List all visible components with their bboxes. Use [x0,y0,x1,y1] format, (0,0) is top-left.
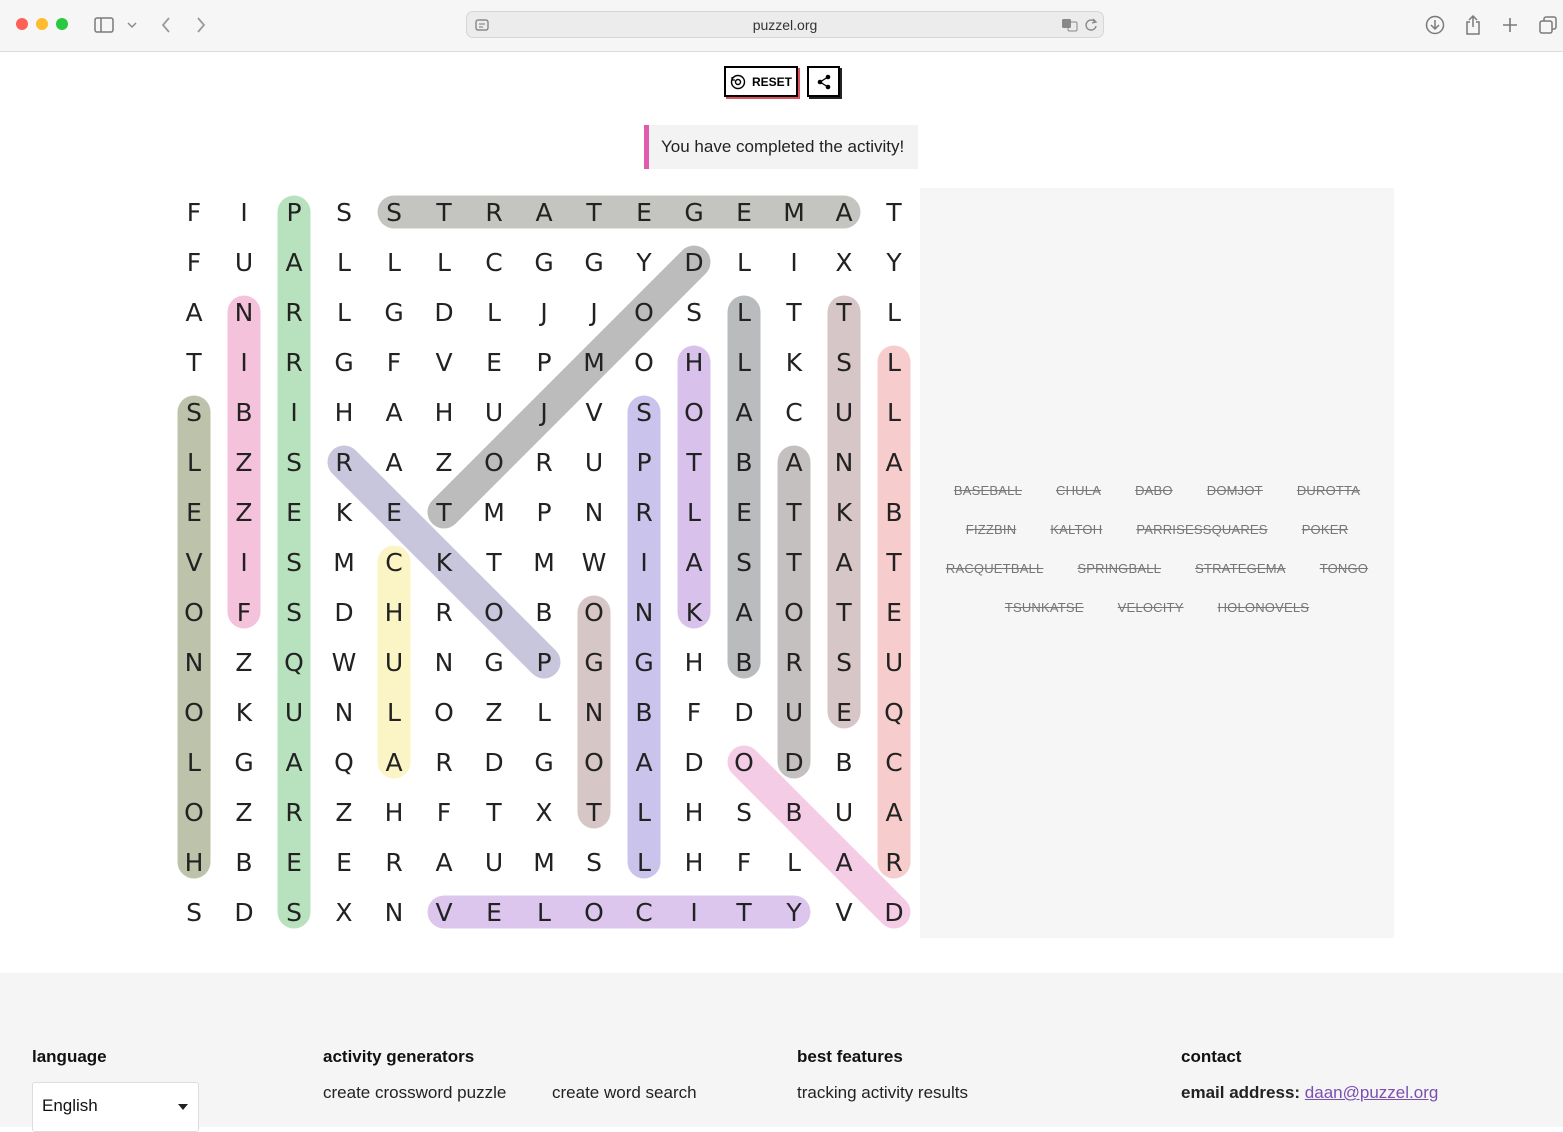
grid-letter[interactable]: S [736,548,752,577]
grid-letter[interactable]: N [234,298,254,327]
word-bank-item: POKER [1301,522,1349,537]
grid-letter[interactable]: T [436,498,452,527]
grid-letter[interactable]: Q [284,648,304,677]
grid-letter[interactable]: M [333,548,355,577]
grid-letter[interactable]: S [286,898,302,927]
grid-letter[interactable]: I [240,348,248,377]
tab-overview-icon[interactable] [1537,12,1559,38]
word-bank-item: BASEBALL [953,483,1022,498]
language-select[interactable] [32,1082,199,1132]
grid-letter[interactable]: Z [235,648,253,677]
grid-letter[interactable]: G [384,298,404,327]
grid-letter[interactable]: G [234,748,254,777]
grid-letter[interactable]: S [286,598,302,627]
grid-letter[interactable]: R [885,848,903,877]
word-bank-item: DABO [1135,483,1173,498]
grid-letter[interactable]: H [184,848,204,877]
grid-letter[interactable]: O [184,698,204,727]
grid-letter[interactable]: B [735,448,753,477]
grid-letter[interactable]: A [885,798,903,827]
grid-letter[interactable]: O [584,898,604,927]
grid-letter[interactable]: F [236,598,252,627]
grid-letter[interactable]: G [334,348,354,377]
grid-letter[interactable]: C [885,748,903,777]
grid-letter[interactable]: N [434,648,454,677]
grid-letter[interactable]: F [186,248,202,277]
grid-letter[interactable]: E [486,348,502,377]
grid-letter[interactable]: S [586,848,602,877]
grid-letter[interactable]: A [635,748,653,777]
grid-letter[interactable]: N [584,698,604,727]
grid-letter[interactable]: G [534,248,554,277]
grid-letter[interactable]: Z [235,448,253,477]
grid-letter[interactable]: S [286,448,302,477]
grid-letter[interactable]: U [384,648,404,677]
grid-letter[interactable]: G [484,648,504,677]
word-search-svg[interactable] [169,187,919,937]
grid-letter[interactable]: L [687,498,701,527]
grid-letter[interactable]: O [184,798,204,827]
grid-letter[interactable]: T [886,548,902,577]
grid-letter[interactable]: I [290,398,298,427]
create-word-search-link[interactable]: create word search [552,1083,697,1102]
grid-letter[interactable]: E [286,848,302,877]
grid-letter[interactable]: D [734,698,754,727]
grid-letter[interactable]: O [584,748,604,777]
grid-letter[interactable]: A [835,198,853,227]
grid-letter[interactable]: A [185,298,203,327]
grid-letter[interactable]: A [835,548,853,577]
grid-letter[interactable]: G [584,248,604,277]
grid-letter[interactable]: J [540,298,548,327]
grid-letter[interactable]: R [635,498,653,527]
language-selected: English [42,1096,98,1115]
grid-letter[interactable]: K [335,498,353,527]
grid-letter[interactable]: U [884,648,904,677]
grid-letter[interactable]: A [385,398,403,427]
language-heading: language [32,1047,107,1066]
grid-letter[interactable]: O [734,748,754,777]
grid-letter[interactable]: M [583,348,605,377]
grid-letter[interactable]: K [235,698,253,727]
grid-letter[interactable]: T [486,798,502,827]
grid-letter[interactable]: Z [235,498,253,527]
word-bank-item: TONGO [1319,561,1369,576]
word-bank-item: DUROTTA [1296,483,1361,498]
translate-icon[interactable] [1061,18,1079,32]
grid-letter[interactable]: V [435,898,453,927]
grid-letter[interactable]: U [834,398,854,427]
grid-letter[interactable]: N [834,448,854,477]
grid-letter[interactable]: P [286,198,302,227]
back-icon[interactable] [157,12,175,38]
grid-letter[interactable]: D [884,898,904,927]
grid-letter[interactable]: A [285,248,303,277]
grid-letter[interactable]: S [286,548,302,577]
share-button[interactable] [807,66,840,97]
grid-letter[interactable]: O [634,348,654,377]
word-bank-item: CHULA [1056,483,1102,498]
grid-letter[interactable]: Z [435,448,453,477]
grid-letter[interactable]: D [784,748,804,777]
word-bank-item: HOLONOVELS [1217,600,1310,615]
grid-letter[interactable]: E [836,698,852,727]
completion-message-text: You have completed the activity! [661,137,905,156]
word-bank-item: FIZZBIN [965,522,1017,537]
sidebar-toggle-icon[interactable] [93,12,115,38]
grid-letter[interactable]: A [885,448,903,477]
grid-letter[interactable]: L [737,348,751,377]
grid-letter[interactable]: U [784,698,804,727]
grid-letter[interactable]: D [684,748,704,777]
word-bank [920,188,1394,938]
grid-letter[interactable]: S [636,398,652,427]
grid-letter[interactable]: T [586,798,602,827]
share-nodes-icon [816,74,832,90]
grid-letter[interactable]: B [535,598,553,627]
grid-letter[interactable]: L [487,298,501,327]
grid-letter[interactable]: S [836,348,852,377]
grid-letter[interactable]: R [335,448,353,477]
grid-letter[interactable]: A [385,448,403,477]
grid-letter[interactable]: T [786,298,802,327]
grid-letter[interactable]: H [384,598,404,627]
grid-letter[interactable]: F [686,698,702,727]
grid-letter[interactable]: F [386,348,402,377]
grid-letter[interactable]: H [684,848,704,877]
grid-letter[interactable]: L [737,298,751,327]
grid-letter[interactable]: R [485,198,503,227]
grid-letter[interactable]: C [635,898,653,927]
contact-email-row [1181,1083,1438,1103]
grid-letter[interactable]: T [836,598,852,627]
footer [0,973,1563,1127]
grid-letter[interactable]: L [887,298,901,327]
grid-letter[interactable]: E [186,498,202,527]
grid-letter[interactable]: S [186,398,202,427]
grid-letter[interactable]: O [184,598,204,627]
grid-letter[interactable]: D [334,598,354,627]
word-bank-item: TSUNKATSE [1004,600,1084,615]
grid-letter[interactable]: D [434,298,454,327]
grid-letter[interactable]: U [484,848,504,877]
grid-letter[interactable]: L [337,248,351,277]
grid-letter[interactable]: R [435,748,453,777]
grid-letter[interactable]: N [584,498,604,527]
grid-letter[interactable]: B [235,398,253,427]
grid-letter[interactable]: I [240,548,248,577]
grid-letter[interactable]: O [484,598,504,627]
grid-letter[interactable]: L [887,348,901,377]
grid-letter[interactable]: R [285,348,303,377]
grid-letter[interactable]: T [686,448,702,477]
grid-letter[interactable]: K [435,548,453,577]
word-bank-item: VELOCITY [1117,600,1184,615]
grid-letter[interactable]: Q [884,698,904,727]
grid-letter[interactable]: S [186,898,202,927]
grid-letter[interactable]: U [834,798,854,827]
browser-toolbar [0,0,1563,52]
grid-letter[interactable]: B [885,498,903,527]
grid-letter[interactable]: C [385,548,403,577]
grid-letter[interactable]: I [640,548,648,577]
chevron-down-icon[interactable] [125,12,139,38]
reset-icon [730,74,746,90]
grid-letter[interactable]: O [584,598,604,627]
grid-letter[interactable]: R [785,648,803,677]
word-bank-item: STRATEGEMA [1195,561,1286,576]
grid-letter[interactable]: L [537,698,551,727]
grid-letter[interactable]: D [484,748,504,777]
word-search-grid[interactable] [169,187,919,937]
grid-letter[interactable]: C [785,398,803,427]
grid-letter[interactable]: X [835,248,853,277]
grid-letter[interactable]: G [634,648,654,677]
grid-letter[interactable]: J [590,298,598,327]
share-icon[interactable] [1463,12,1483,38]
grid-letter[interactable]: H [684,648,704,677]
minimize-window-button[interactable] [36,18,48,30]
grid-letter[interactable]: X [535,798,553,827]
grid-letter[interactable]: P [636,448,652,477]
grid-letter[interactable]: A [785,448,803,477]
grid-letter[interactable]: V [585,398,603,427]
grid-letter[interactable]: A [385,748,403,777]
grid-letter[interactable]: V [435,348,453,377]
word-bank-item: DOMJOT [1206,483,1263,498]
word-bank-item: SPRINGBALL [1077,561,1162,576]
address-bar[interactable] [466,11,1104,38]
grid-letter[interactable]: F [436,798,452,827]
email-link[interactable]: daan@puzzel.org [1304,1083,1439,1102]
grid-letter[interactable]: N [634,598,654,627]
grid-letter[interactable]: I [240,198,248,227]
grid-letter[interactable]: G [684,198,704,227]
grid-letter[interactable]: F [736,848,752,877]
grid-letter[interactable]: I [790,248,798,277]
grid-letter[interactable]: Q [334,748,354,777]
grid-letter[interactable]: G [584,648,604,677]
forward-icon[interactable] [192,12,210,38]
grid-letter[interactable]: O [784,598,804,627]
grid-letter[interactable]: L [337,298,351,327]
grid-letter[interactable]: T [836,298,852,327]
best-features-heading: best features [797,1047,903,1066]
grid-letter[interactable]: L [187,448,201,477]
zoom-window-button[interactable] [56,18,68,30]
grid-letter[interactable]: Y [886,248,902,277]
grid-letter[interactable]: P [536,648,552,677]
grid-letter[interactable]: S [736,798,752,827]
grid-letter[interactable]: B [735,648,753,677]
grid-letter[interactable]: A [435,848,453,877]
grid-letter[interactable]: R [385,848,403,877]
grid-letter[interactable]: U [484,398,504,427]
grid-letter[interactable]: E [386,498,402,527]
grid-letter[interactable]: E [486,898,502,927]
grid-letter[interactable]: B [635,698,653,727]
email-label: email address: [1181,1083,1301,1102]
grid-letter[interactable]: A [535,198,553,227]
grid-letter[interactable]: P [536,348,552,377]
grid-letter[interactable]: N [184,648,204,677]
word-bank-item: RACQUETBALL [945,561,1044,576]
grid-letter[interactable]: R [285,298,303,327]
dropdown-arrow-icon [178,1104,188,1110]
grid-letter[interactable]: W [331,648,357,677]
grid-letter[interactable]: E [336,848,352,877]
grid-letter[interactable]: E [636,198,652,227]
grid-letter[interactable]: L [637,798,651,827]
grid-letter[interactable]: T [786,548,802,577]
grid-letter[interactable]: U [234,248,254,277]
grid-letter[interactable]: E [886,598,902,627]
grid-letter[interactable]: J [540,398,548,427]
grid-letter[interactable]: M [483,498,505,527]
grid-letter[interactable]: Z [235,798,253,827]
grid-letter[interactable]: E [736,498,752,527]
grid-letter[interactable]: R [435,598,453,627]
grid-letter[interactable]: T [586,198,602,227]
grid-letter[interactable]: D [234,898,254,927]
reset-label: RESET [751,74,792,89]
grid-letter[interactable]: S [386,198,402,227]
download-icon[interactable] [1424,12,1446,38]
grid-letter[interactable]: B [785,798,803,827]
grid-letter[interactable]: O [484,448,504,477]
grid-letter[interactable]: L [537,898,551,927]
grid-letter[interactable]: Z [335,798,353,827]
grid-letter[interactable]: U [284,698,304,727]
grid-letter[interactable]: H [684,798,704,827]
grid-letter[interactable]: H [684,348,704,377]
grid-letter[interactable]: L [787,848,801,877]
found-word-highlight [744,762,894,912]
grid-letter[interactable]: M [783,198,805,227]
grid-letter[interactable]: R [535,448,553,477]
grid-letter[interactable]: P [536,498,552,527]
grid-letter[interactable]: T [186,348,202,377]
grid-letter[interactable]: Y [786,898,802,927]
grid-letter[interactable]: Y [636,248,652,277]
grid-letter[interactable]: E [736,198,752,227]
tracking-results-link[interactable]: tracking activity results [797,1083,968,1102]
word-bank-item: KALTOH [1050,522,1103,537]
grid-letter[interactable]: K [685,598,703,627]
grid-letter[interactable]: M [533,548,555,577]
grid-letter[interactable]: U [584,448,604,477]
grid-letter[interactable]: B [235,848,253,877]
contact-heading: contact [1181,1047,1242,1066]
reset-button[interactable] [724,66,798,97]
grid-letter[interactable]: A [685,548,703,577]
grid-letter[interactable]: G [534,748,554,777]
grid-letter[interactable]: L [187,748,201,777]
activity-generators-heading: activity generators [323,1047,475,1066]
url-text: puzzel.org [752,17,818,33]
grid-letter[interactable]: O [634,298,654,327]
grid-letter[interactable]: D [684,248,704,277]
grid-letter[interactable]: C [485,248,503,277]
create-crossword-link[interactable]: create crossword puzzle [323,1083,507,1102]
grid-letter[interactable]: E [286,498,302,527]
grid-letter[interactable]: H [334,398,354,427]
grid-letter[interactable]: S [836,648,852,677]
grid-letter[interactable]: Z [485,698,503,727]
grid-letter[interactable]: T [486,548,502,577]
grid-letter[interactable]: R [285,798,303,827]
grid-letter[interactable]: A [835,848,853,877]
grid-letter[interactable]: S [686,298,702,327]
close-window-button[interactable] [16,18,28,30]
completion-message [644,125,918,169]
grid-letter[interactable]: I [690,898,698,927]
grid-letter[interactable]: L [887,398,901,427]
grid-letter[interactable]: H [384,798,404,827]
grid-letter[interactable]: T [886,198,902,227]
grid-letter[interactable]: L [387,248,401,277]
grid-letter[interactable]: L [737,248,751,277]
word-bank-list [920,483,1394,615]
grid-letter[interactable]: K [835,498,853,527]
grid-letter[interactable]: A [735,398,753,427]
grid-letter[interactable]: V [185,548,203,577]
new-tab-icon[interactable] [1500,12,1520,38]
grid-letter[interactable]: N [334,698,354,727]
grid-letter[interactable]: T [786,498,802,527]
grid-letter[interactable]: X [335,898,353,927]
grid-letter[interactable]: B [835,748,853,777]
grid-letter[interactable]: A [285,748,303,777]
grid-letter[interactable]: V [835,898,853,927]
grid-letter[interactable]: T [436,198,452,227]
grid-letter[interactable]: F [186,198,202,227]
grid-letter[interactable]: M [533,848,555,877]
grid-letter[interactable]: O [684,398,704,427]
word-bank-item: PARRISESSQUARES [1136,522,1268,537]
grid-letter[interactable]: W [581,548,607,577]
grid-letter[interactable]: T [736,898,752,927]
grid-letter[interactable]: L [387,698,401,727]
grid-letter[interactable]: A [735,598,753,627]
grid-letter[interactable]: H [434,398,454,427]
reload-icon[interactable] [1084,18,1098,32]
grid-letter[interactable]: S [336,198,352,227]
grid-letter[interactable]: N [384,898,404,927]
grid-letter[interactable]: K [785,348,803,377]
grid-letter[interactable]: L [437,248,451,277]
grid-letter[interactable]: L [637,848,651,877]
grid-letter[interactable]: O [434,698,454,727]
